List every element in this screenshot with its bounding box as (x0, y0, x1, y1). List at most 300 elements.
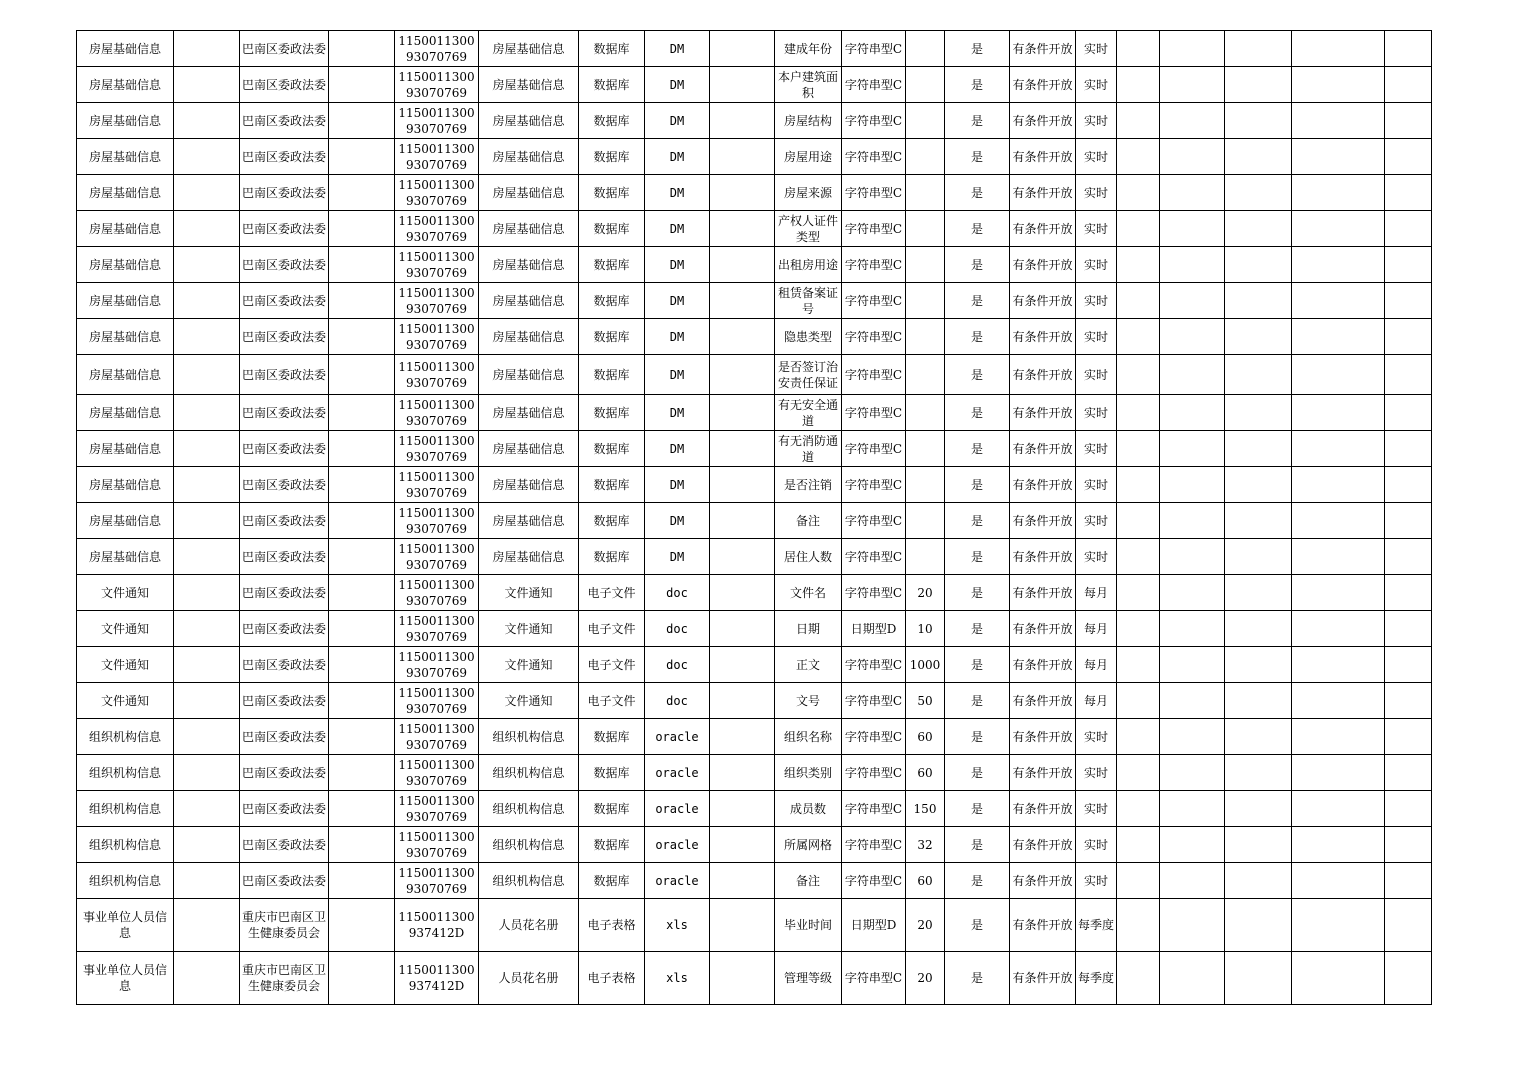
empty-cell (710, 683, 775, 719)
resource-name-cell: 房屋基础信息 (77, 103, 174, 139)
resource-format-cell: 数据库 (579, 31, 645, 67)
info-item-cell: 组织机构信息 (479, 863, 579, 899)
resource-format-cell: 电子表格 (579, 899, 645, 952)
update-frequency-cell: 每季度 (1076, 952, 1117, 1005)
department-cell: 巴南区委政法委 (240, 611, 329, 647)
empty-cell (710, 175, 775, 211)
table-row (77, 67, 1432, 103)
empty-cell (710, 899, 775, 952)
empty-cell (1117, 755, 1160, 791)
credit-code-cell: 115001130093070769 (395, 683, 479, 719)
data-length-cell (906, 103, 945, 139)
info-item-cell: 房屋基础信息 (479, 247, 579, 283)
empty-cell (1160, 283, 1225, 319)
format-detail-cell: DM (645, 175, 710, 211)
resource-name-cell: 房屋基础信息 (77, 503, 174, 539)
resource-name-cell: 房屋基础信息 (77, 283, 174, 319)
empty-cell (329, 211, 395, 247)
resource-name-cell: 房屋基础信息 (77, 211, 174, 247)
empty-cell (174, 283, 240, 319)
empty-cell (1385, 863, 1432, 899)
data-type-cell: 字符串型C (842, 395, 906, 431)
data-type-cell: 字符串型C (842, 827, 906, 863)
data-type-cell: 字符串型C (842, 431, 906, 467)
resource-name-cell: 事业单位人员信息 (77, 952, 174, 1005)
empty-cell (710, 755, 775, 791)
department-cell: 重庆市巴南区卫生健康委员会 (240, 952, 329, 1005)
empty-cell (1292, 67, 1385, 103)
empty-cell (1117, 247, 1160, 283)
update-frequency-cell: 实时 (1076, 467, 1117, 503)
resource-format-cell: 数据库 (579, 431, 645, 467)
format-detail-cell: DM (645, 67, 710, 103)
format-detail-cell: doc (645, 611, 710, 647)
open-type-cell: 有条件开放 (1010, 863, 1076, 899)
resource-format-cell: 电子表格 (579, 952, 645, 1005)
data-length-cell (906, 319, 945, 355)
empty-cell (1160, 647, 1225, 683)
open-type-cell: 有条件开放 (1010, 31, 1076, 67)
empty-cell (329, 539, 395, 575)
format-detail-cell: doc (645, 647, 710, 683)
info-item-cell: 人员花名册 (479, 952, 579, 1005)
field-name-text: 出租房用途 (777, 257, 838, 272)
data-type-cell: 字符串型C (842, 103, 906, 139)
empty-cell (1117, 827, 1160, 863)
empty-cell (1292, 175, 1385, 211)
table-row (77, 395, 1432, 431)
empty-cell (1117, 863, 1160, 899)
field-name-cell (775, 175, 842, 211)
department-cell: 巴南区委政法委 (240, 355, 329, 395)
empty-cell (1160, 827, 1225, 863)
data-type-cell: 字符串型C (842, 67, 906, 103)
empty-cell (1117, 139, 1160, 175)
format-detail-cell: DM (645, 319, 710, 355)
open-type-cell: 有条件开放 (1010, 247, 1076, 283)
empty-cell (329, 719, 395, 755)
open-type-cell: 有条件开放 (1010, 103, 1076, 139)
field-name-text: 成员数 (789, 801, 826, 816)
table-row (77, 247, 1432, 283)
data-type-cell: 字符串型C (842, 139, 906, 175)
resource-format-cell: 数据库 (579, 103, 645, 139)
table-row (77, 791, 1432, 827)
empty-cell (710, 31, 775, 67)
empty-cell (1292, 683, 1385, 719)
empty-cell (1225, 863, 1292, 899)
empty-cell (174, 683, 240, 719)
empty-cell (1160, 175, 1225, 211)
credit-code-cell: 115001130093070769 (395, 211, 479, 247)
table-row (77, 647, 1432, 683)
empty-cell (1225, 683, 1292, 719)
empty-cell (710, 719, 775, 755)
empty-cell (1225, 647, 1292, 683)
resource-name-cell: 组织机构信息 (77, 719, 174, 755)
resource-format-cell: 电子文件 (579, 683, 645, 719)
empty-cell (1225, 395, 1292, 431)
empty-cell (174, 719, 240, 755)
open-type-cell: 有条件开放 (1010, 355, 1076, 395)
empty-cell (1385, 539, 1432, 575)
empty-cell (1160, 247, 1225, 283)
empty-cell (329, 755, 395, 791)
empty-cell (1225, 355, 1292, 395)
data-length-cell (906, 67, 945, 103)
format-detail-cell: DM (645, 539, 710, 575)
empty-cell (1385, 103, 1432, 139)
open-type-cell: 有条件开放 (1010, 67, 1076, 103)
department-cell: 巴南区委政法委 (240, 863, 329, 899)
data-length-cell (906, 283, 945, 319)
resource-name-cell: 房屋基础信息 (77, 395, 174, 431)
empty-cell (710, 247, 775, 283)
data-type-cell: 字符串型C (842, 283, 906, 319)
field-name-cell (775, 952, 842, 1005)
info-item-cell: 组织机构信息 (479, 755, 579, 791)
empty-cell (1160, 791, 1225, 827)
info-item-cell: 房屋基础信息 (479, 211, 579, 247)
empty-cell (174, 211, 240, 247)
open-type-cell: 有条件开放 (1010, 683, 1076, 719)
data-length-cell (906, 395, 945, 431)
data-type-cell: 字符串型C (842, 791, 906, 827)
empty-cell (1117, 899, 1160, 952)
field-name-text: 本户建筑面积 (777, 69, 838, 100)
credit-code-cell: 1150011300937412D (395, 952, 479, 1005)
empty-cell (174, 503, 240, 539)
format-detail-cell: oracle (645, 791, 710, 827)
field-name-cell (775, 899, 842, 952)
format-detail-cell: DM (645, 355, 710, 395)
field-name-cell (775, 755, 842, 791)
department-cell: 巴南区委政法委 (240, 319, 329, 355)
field-name-text: 有无消防通道 (777, 433, 838, 464)
shared-flag-cell: 是 (945, 647, 1010, 683)
empty-cell (1385, 31, 1432, 67)
resource-format-cell: 数据库 (579, 139, 645, 175)
credit-code-cell: 115001130093070769 (395, 611, 479, 647)
info-item-cell: 组织机构信息 (479, 827, 579, 863)
field-name-text: 建成年份 (783, 41, 832, 56)
data-length-cell: 60 (906, 863, 945, 899)
field-name-cell (775, 431, 842, 467)
resource-name-cell: 房屋基础信息 (77, 31, 174, 67)
empty-cell (329, 247, 395, 283)
open-type-cell: 有条件开放 (1010, 755, 1076, 791)
empty-cell (1117, 67, 1160, 103)
empty-cell (710, 355, 775, 395)
open-type-cell: 有条件开放 (1010, 503, 1076, 539)
empty-cell (1292, 611, 1385, 647)
update-frequency-cell: 实时 (1076, 863, 1117, 899)
table-row (77, 611, 1432, 647)
empty-cell (1292, 539, 1385, 575)
department-cell: 巴南区委政法委 (240, 283, 329, 319)
empty-cell (174, 791, 240, 827)
department-cell: 巴南区委政法委 (240, 755, 329, 791)
empty-cell (1160, 31, 1225, 67)
empty-cell (1225, 827, 1292, 863)
credit-code-cell: 115001130093070769 (395, 827, 479, 863)
empty-cell (174, 863, 240, 899)
data-type-cell: 字符串型C (842, 211, 906, 247)
department-cell: 巴南区委政法委 (240, 539, 329, 575)
empty-cell (329, 431, 395, 467)
empty-cell (1385, 611, 1432, 647)
empty-cell (1292, 431, 1385, 467)
shared-flag-cell: 是 (945, 952, 1010, 1005)
empty-cell (710, 539, 775, 575)
table-row (77, 283, 1432, 319)
update-frequency-cell: 每月 (1076, 611, 1117, 647)
empty-cell (1225, 431, 1292, 467)
empty-cell (1160, 67, 1225, 103)
empty-cell (1117, 611, 1160, 647)
field-name-cell (775, 611, 842, 647)
resource-name-cell: 房屋基础信息 (77, 247, 174, 283)
empty-cell (174, 575, 240, 611)
field-name-cell (775, 139, 842, 175)
empty-cell (1117, 503, 1160, 539)
field-name-text: 文号 (795, 693, 820, 708)
open-type-cell: 有条件开放 (1010, 139, 1076, 175)
field-name-cell (775, 683, 842, 719)
empty-cell (1385, 67, 1432, 103)
empty-cell (174, 952, 240, 1005)
data-length-cell (906, 431, 945, 467)
empty-cell (1117, 103, 1160, 139)
data-type-cell: 日期型D (842, 611, 906, 647)
field-name-cell (775, 103, 842, 139)
open-type-cell: 有条件开放 (1010, 719, 1076, 755)
resource-format-cell: 数据库 (579, 467, 645, 503)
empty-cell (174, 899, 240, 952)
shared-flag-cell: 是 (945, 67, 1010, 103)
table-row (77, 355, 1432, 395)
empty-cell (710, 952, 775, 1005)
data-type-cell: 日期型D (842, 899, 906, 952)
empty-cell (1292, 395, 1385, 431)
data-length-cell: 50 (906, 683, 945, 719)
format-detail-cell: DM (645, 31, 710, 67)
data-type-cell: 字符串型C (842, 719, 906, 755)
empty-cell (329, 575, 395, 611)
resource-name-cell: 房屋基础信息 (77, 467, 174, 503)
department-cell: 重庆市巴南区卫生健康委员会 (240, 899, 329, 952)
empty-cell (1385, 319, 1432, 355)
empty-cell (1385, 467, 1432, 503)
format-detail-cell: DM (645, 431, 710, 467)
info-item-cell: 房屋基础信息 (479, 431, 579, 467)
format-detail-cell: xls (645, 899, 710, 952)
empty-cell (710, 827, 775, 863)
shared-flag-cell: 是 (945, 575, 1010, 611)
credit-code-cell: 115001130093070769 (395, 791, 479, 827)
empty-cell (710, 431, 775, 467)
field-name-text: 隐患类型 (783, 329, 832, 344)
department-cell: 巴南区委政法委 (240, 103, 329, 139)
credit-code-cell: 115001130093070769 (395, 647, 479, 683)
field-name-text: 房屋结构 (783, 113, 832, 128)
format-detail-cell: DM (645, 247, 710, 283)
resource-format-cell: 数据库 (579, 67, 645, 103)
shared-flag-cell: 是 (945, 355, 1010, 395)
open-type-cell: 有条件开放 (1010, 395, 1076, 431)
data-length-cell (906, 211, 945, 247)
resource-name-cell: 组织机构信息 (77, 863, 174, 899)
update-frequency-cell: 实时 (1076, 827, 1117, 863)
empty-cell (1385, 211, 1432, 247)
empty-cell (1117, 683, 1160, 719)
empty-cell (174, 611, 240, 647)
table-row (77, 719, 1432, 755)
empty-cell (1292, 103, 1385, 139)
empty-cell (1385, 791, 1432, 827)
data-type-cell: 字符串型C (842, 539, 906, 575)
table-row (77, 175, 1432, 211)
update-frequency-cell: 每月 (1076, 683, 1117, 719)
credit-code-cell: 115001130093070769 (395, 755, 479, 791)
field-name-cell (775, 863, 842, 899)
empty-cell (710, 863, 775, 899)
empty-cell (1117, 431, 1160, 467)
department-cell: 巴南区委政法委 (240, 575, 329, 611)
empty-cell (1160, 467, 1225, 503)
field-name-text: 是否签订治安责任保证 (777, 359, 838, 390)
department-cell: 巴南区委政法委 (240, 503, 329, 539)
update-frequency-cell: 实时 (1076, 755, 1117, 791)
field-name-cell (775, 67, 842, 103)
table-row (77, 31, 1432, 67)
update-frequency-cell: 实时 (1076, 539, 1117, 575)
update-frequency-cell: 实时 (1076, 31, 1117, 67)
shared-flag-cell: 是 (945, 103, 1010, 139)
field-name-cell (775, 283, 842, 319)
department-cell: 巴南区委政法委 (240, 67, 329, 103)
empty-cell (1385, 683, 1432, 719)
empty-cell (174, 175, 240, 211)
empty-cell (174, 67, 240, 103)
table-row (77, 211, 1432, 247)
data-type-cell: 字符串型C (842, 467, 906, 503)
field-name-cell (775, 211, 842, 247)
empty-cell (174, 827, 240, 863)
empty-cell (1385, 175, 1432, 211)
resource-format-cell: 数据库 (579, 283, 645, 319)
data-type-cell: 字符串型C (842, 503, 906, 539)
field-name-cell (775, 827, 842, 863)
field-name-text: 日期 (795, 621, 820, 636)
format-detail-cell: DM (645, 395, 710, 431)
empty-cell (174, 647, 240, 683)
empty-cell (1292, 139, 1385, 175)
field-name-cell (775, 719, 842, 755)
field-name-cell (775, 31, 842, 67)
resource-format-cell: 数据库 (579, 827, 645, 863)
credit-code-cell: 115001130093070769 (395, 467, 479, 503)
resource-name-cell: 组织机构信息 (77, 755, 174, 791)
info-item-cell: 文件通知 (479, 611, 579, 647)
empty-cell (1292, 503, 1385, 539)
data-type-cell: 字符串型C (842, 755, 906, 791)
field-name-cell (775, 467, 842, 503)
open-type-cell: 有条件开放 (1010, 647, 1076, 683)
empty-cell (1225, 283, 1292, 319)
data-type-cell: 字符串型C (842, 175, 906, 211)
empty-cell (329, 683, 395, 719)
department-cell: 巴南区委政法委 (240, 791, 329, 827)
info-item-cell: 房屋基础信息 (479, 175, 579, 211)
update-frequency-cell: 每月 (1076, 647, 1117, 683)
resource-format-cell: 电子文件 (579, 575, 645, 611)
open-type-cell: 有条件开放 (1010, 467, 1076, 503)
update-frequency-cell: 实时 (1076, 395, 1117, 431)
empty-cell (710, 103, 775, 139)
shared-flag-cell: 是 (945, 899, 1010, 952)
open-type-cell: 有条件开放 (1010, 431, 1076, 467)
update-frequency-cell: 实时 (1076, 355, 1117, 395)
resource-format-cell: 数据库 (579, 355, 645, 395)
department-cell: 巴南区委政法委 (240, 139, 329, 175)
empty-cell (1160, 755, 1225, 791)
info-item-cell: 房屋基础信息 (479, 539, 579, 575)
empty-cell (1385, 283, 1432, 319)
resource-name-cell: 文件通知 (77, 575, 174, 611)
shared-flag-cell: 是 (945, 139, 1010, 175)
open-type-cell: 有条件开放 (1010, 319, 1076, 355)
department-cell: 巴南区委政法委 (240, 31, 329, 67)
data-length-cell: 60 (906, 755, 945, 791)
update-frequency-cell: 实时 (1076, 247, 1117, 283)
empty-cell (329, 67, 395, 103)
empty-cell (1225, 755, 1292, 791)
empty-cell (329, 863, 395, 899)
data-type-cell: 字符串型C (842, 952, 906, 1005)
empty-cell (1225, 575, 1292, 611)
empty-cell (710, 395, 775, 431)
format-detail-cell: oracle (645, 755, 710, 791)
empty-cell (1117, 719, 1160, 755)
data-length-cell: 150 (906, 791, 945, 827)
update-frequency-cell: 实时 (1076, 719, 1117, 755)
shared-flag-cell: 是 (945, 539, 1010, 575)
shared-flag-cell: 是 (945, 683, 1010, 719)
empty-cell (1385, 719, 1432, 755)
credit-code-cell: 115001130093070769 (395, 863, 479, 899)
empty-cell (1225, 539, 1292, 575)
empty-cell (1160, 611, 1225, 647)
empty-cell (329, 952, 395, 1005)
empty-cell (1160, 211, 1225, 247)
info-item-cell: 房屋基础信息 (479, 503, 579, 539)
empty-cell (329, 827, 395, 863)
resource-format-cell: 电子文件 (579, 647, 645, 683)
shared-flag-cell: 是 (945, 827, 1010, 863)
info-item-cell: 房屋基础信息 (479, 283, 579, 319)
data-type-cell: 字符串型C (842, 319, 906, 355)
empty-cell (1160, 395, 1225, 431)
empty-cell (1292, 899, 1385, 952)
empty-cell (1117, 395, 1160, 431)
shared-flag-cell: 是 (945, 211, 1010, 247)
field-name-text: 备注 (795, 873, 820, 888)
empty-cell (329, 503, 395, 539)
shared-flag-cell: 是 (945, 863, 1010, 899)
shared-flag-cell: 是 (945, 175, 1010, 211)
field-name-cell (775, 575, 842, 611)
